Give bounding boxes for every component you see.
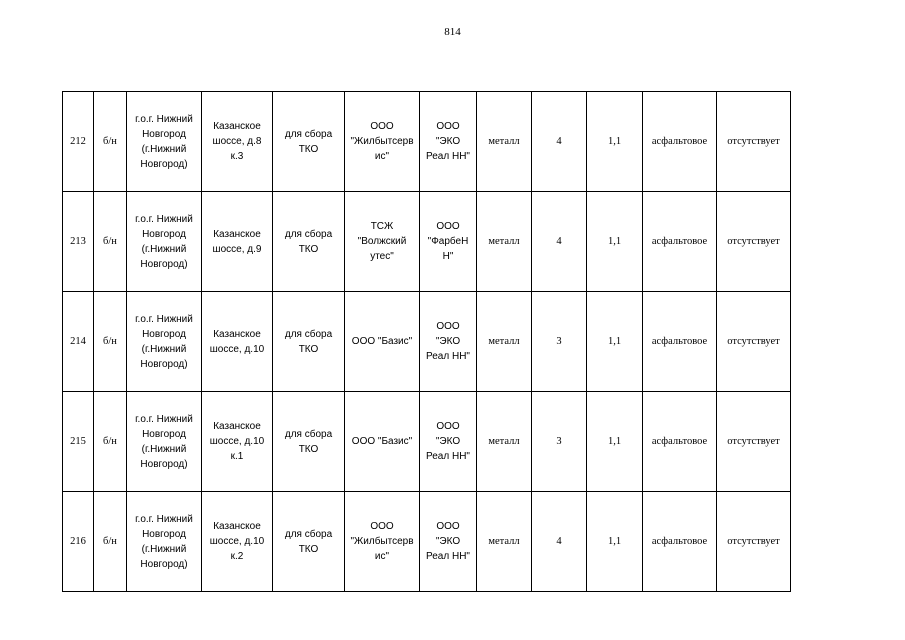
cell-purpose — [273, 392, 345, 492]
cell-container-volume: 1,1 — [587, 292, 643, 392]
cell-material: металл — [477, 92, 532, 192]
cell-municipality-line: (г.Нижний — [141, 143, 187, 155]
table-row — [63, 492, 791, 592]
cell-owner-line: ООО "Базис" — [351, 436, 413, 447]
cell-operator-line: "ЭКО — [435, 336, 461, 347]
cell-operator-line: "ЭКО — [435, 136, 461, 147]
cell-purpose-line: ТКО — [298, 543, 319, 555]
cell-container-volume: 1,1 — [587, 492, 643, 592]
cell-address-line: к.3 — [230, 151, 244, 162]
cell-municipality — [127, 192, 202, 292]
cell-material: металл — [477, 392, 532, 492]
cell-number: 216 — [63, 492, 94, 592]
cell-owner-line: "Жилбытсерв — [350, 136, 414, 147]
cell-purpose-line: для сбора — [284, 328, 333, 340]
cell-owner — [345, 292, 420, 392]
cell-address-line: Казанское — [213, 228, 261, 240]
cell-number: 213 — [63, 192, 94, 292]
waste-sites-table — [62, 91, 791, 592]
cell-operator-line: Реал НН" — [426, 551, 470, 562]
cell-operator-line: ООО — [436, 121, 460, 132]
cell-municipality-line: (г.Нижний — [141, 343, 187, 355]
table-row — [63, 292, 791, 392]
table-row — [63, 192, 791, 292]
cell-surface: асфальтовое — [643, 192, 717, 292]
cell-address-line: шоссе, д.10 — [209, 536, 265, 547]
cell-purpose-line: для сбора — [284, 228, 333, 240]
cell-owner-line: утес" — [370, 251, 394, 262]
cell-address-line: Казанское — [213, 421, 261, 432]
cell-fence: отсутствует — [717, 392, 791, 492]
cell-municipality — [127, 292, 202, 392]
cell-operator — [420, 392, 477, 492]
cell-status: б/н — [94, 292, 127, 392]
cell-owner — [345, 392, 420, 492]
page-number: 814 — [444, 26, 461, 38]
table-row — [63, 92, 791, 192]
cell-municipality-line: г.о.г. Нижний — [135, 413, 193, 425]
cell-status: б/н — [94, 492, 127, 592]
cell-municipality-line: Новгород) — [140, 358, 188, 370]
cell-address-line: Казанское — [213, 328, 261, 340]
cell-purpose — [273, 292, 345, 392]
cell-purpose-line: ТКО — [298, 143, 319, 155]
cell-address — [202, 192, 273, 292]
cell-address — [202, 292, 273, 392]
cell-municipality-line: (г.Нижний — [141, 443, 187, 455]
cell-address — [202, 92, 273, 192]
cell-surface: асфальтовое — [643, 492, 717, 592]
cell-municipality-line: Новгород — [142, 128, 186, 140]
cell-operator-line: ООО — [436, 421, 460, 432]
cell-purpose — [273, 492, 345, 592]
cell-purpose — [273, 92, 345, 192]
cell-operator-line: Н" — [442, 251, 454, 262]
cell-address-line: к.1 — [230, 451, 244, 462]
cell-owner-line: "Жилбытсерв — [350, 536, 414, 547]
cell-operator — [420, 192, 477, 292]
cell-operator — [420, 492, 477, 592]
cell-municipality-line: Новгород) — [140, 258, 188, 270]
cell-address-line: шоссе, д.10 — [209, 343, 265, 355]
cell-operator-line: Реал НН" — [426, 151, 470, 162]
cell-municipality — [127, 392, 202, 492]
cell-municipality-line: Новгород — [142, 528, 186, 540]
cell-material: металл — [477, 492, 532, 592]
cell-container-volume: 1,1 — [587, 392, 643, 492]
cell-container-count: 3 — [532, 292, 587, 392]
cell-material: металл — [477, 292, 532, 392]
cell-number: 215 — [63, 392, 94, 492]
cell-operator-line: "ЭКО — [435, 436, 461, 447]
cell-operator-line: "ФарбеН — [427, 236, 469, 247]
cell-owner-line: ис" — [374, 551, 390, 562]
cell-municipality-line: (г.Нижний — [141, 243, 187, 255]
cell-owner — [345, 192, 420, 292]
cell-operator-line: ООО — [436, 521, 460, 532]
cell-owner-line: ООО — [370, 121, 394, 132]
cell-purpose — [273, 192, 345, 292]
cell-address — [202, 392, 273, 492]
cell-address-line: шоссе, д.9 — [212, 243, 262, 255]
cell-purpose-line: ТКО — [298, 243, 319, 255]
table-row — [63, 392, 791, 492]
cell-number: 212 — [63, 92, 94, 192]
cell-purpose-line: ТКО — [298, 443, 319, 455]
cell-operator — [420, 92, 477, 192]
cell-fence: отсутствует — [717, 92, 791, 192]
cell-purpose-line: для сбора — [284, 428, 333, 440]
cell-operator-line: "ЭКО — [435, 536, 461, 547]
cell-owner-line: ООО "Базис" — [351, 336, 413, 347]
cell-address-line: шоссе, д.10 — [209, 436, 265, 447]
cell-municipality-line: Новгород) — [140, 158, 188, 170]
cell-purpose-line: для сбора — [284, 528, 333, 540]
cell-container-count: 3 — [532, 392, 587, 492]
cell-municipality-line: Новгород) — [140, 458, 188, 470]
cell-container-volume: 1,1 — [587, 92, 643, 192]
cell-municipality-line: г.о.г. Нижний — [135, 313, 193, 325]
cell-surface: асфальтовое — [643, 92, 717, 192]
cell-municipality-line: г.о.г. Нижний — [135, 213, 193, 225]
cell-address-line: к.2 — [230, 551, 244, 562]
cell-owner-line: ис" — [374, 151, 390, 162]
cell-owner — [345, 492, 420, 592]
cell-fence: отсутствует — [717, 492, 791, 592]
cell-fence: отсутствует — [717, 192, 791, 292]
cell-owner-line: "Волжский — [357, 236, 407, 247]
cell-municipality-line: Новгород — [142, 228, 186, 240]
cell-number: 214 — [63, 292, 94, 392]
cell-operator-line: Реал НН" — [426, 451, 470, 462]
cell-fence: отсутствует — [717, 292, 791, 392]
cell-owner-line: ТСЖ — [370, 221, 394, 232]
cell-material: металл — [477, 192, 532, 292]
cell-surface: асфальтовое — [643, 392, 717, 492]
cell-operator-line: ООО — [436, 321, 460, 332]
cell-address-line: Казанское — [213, 521, 261, 532]
cell-municipality-line: Новгород — [142, 328, 186, 340]
cell-municipality-line: Новгород — [142, 428, 186, 440]
cell-municipality-line: Новгород) — [140, 558, 188, 570]
cell-container-count: 4 — [532, 92, 587, 192]
cell-operator-line: Реал НН" — [426, 351, 470, 362]
table-body — [63, 92, 791, 592]
cell-municipality-line: (г.Нижний — [141, 543, 187, 555]
cell-address-line: Казанское — [213, 121, 261, 132]
cell-container-volume: 1,1 — [587, 192, 643, 292]
cell-owner-line: ООО — [370, 521, 394, 532]
cell-municipality — [127, 92, 202, 192]
cell-address-line: шоссе, д.8 — [212, 136, 262, 147]
cell-operator-line: ООО — [436, 221, 460, 232]
cell-municipality-line: г.о.г. Нижний — [135, 113, 193, 125]
cell-operator — [420, 292, 477, 392]
cell-container-count: 4 — [532, 192, 587, 292]
cell-municipality — [127, 492, 202, 592]
cell-container-count: 4 — [532, 492, 587, 592]
cell-address — [202, 492, 273, 592]
cell-purpose-line: ТКО — [298, 343, 319, 355]
cell-status: б/н — [94, 92, 127, 192]
cell-status: б/н — [94, 392, 127, 492]
cell-status: б/н — [94, 192, 127, 292]
cell-owner — [345, 92, 420, 192]
cell-surface: асфальтовое — [643, 292, 717, 392]
cell-municipality-line: г.о.г. Нижний — [135, 513, 193, 525]
cell-purpose-line: для сбора — [284, 128, 333, 140]
